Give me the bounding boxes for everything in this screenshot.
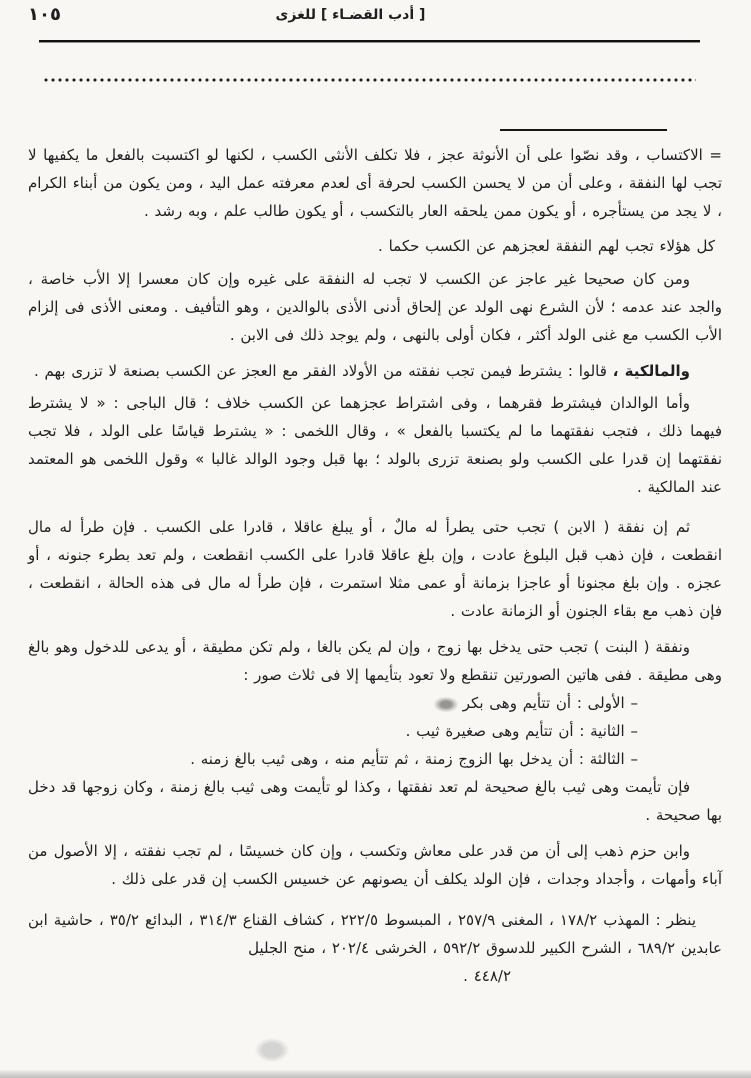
paragraph-malikiyya — [28, 357, 722, 385]
header-title: [ أدب القضـاء ] للغزى — [275, 7, 426, 23]
header-rule — [39, 40, 700, 43]
page-number: ١٠٥ — [28, 4, 61, 25]
list-item-first-case-text: – الأولى : أن تتأيم وهى بكر — [462, 694, 638, 712]
footnote-references: ينظر : المهذب ١٧٨/٢ ، المغنى ٢٥٧/٩ ، المبسوط ٢٢٢/٥ ، كشاف القناع ٣١٤/٣ ، البدائع ٣٥/٢ ، حاشية ابن عابدين ٦٨٩/٢ ، الشرح الكبير للدسوق ٥٩٢/٢ ، الخرشى ٢٠٢/٤ ، منح الجليل — [28, 911, 722, 957]
paragraph-malikiyya-rest: قالوا : يشترط فيمن تجب نفقته من الأولاد الفقر مع العجز عن الكسب بصنعة لا تزرى بهم . — [33, 362, 613, 380]
paragraph-widowed: فإن تأيمت وهى ثيب بالغ صحيحة لم تعد نفقتها ، وكذا لو تأيمت وهى ثيب بالغ زمنة ، وكان زوجها قد دخل بها صحيحة . — [28, 778, 722, 824]
list-item-first-case — [28, 689, 722, 717]
paper-smudge — [255, 1038, 289, 1062]
paragraph-daughter-maintenance: ونفقة ( البنت ) تجب حتى يدخل بها زوج ، وإن لم يكن بالغا ، ولم تكن مطيقة ، أو يدعى للدخول وهو بالغ وهى مطيقة . ففى هاتين الصورتين تنقطع ولا تعود بتأيمها إلا فى ثلاث صور : — [28, 638, 722, 684]
paragraph-healthy-person: ومن كان صحيحا غير عاجز عن الكسب لا تجب له النفقة على غيره وإن كان معسرا إلا الأب خاصة ، والجد عند عدمه ؛ لأن الشرع نهى الولد عن إلحاق أدنى الأذى بالوالدين ، وهو التأفيف . ومعنى الأذى فى إلزام الأب الكسب مع غنى الولد أكثر ، فكان أولى بالنهى ، ولم يوجد ذلك فى الابن . — [28, 270, 722, 344]
page-bottom-edge-shadow — [0, 1070, 751, 1078]
body-text-column — [28, 141, 722, 990]
paragraph-all-these: كل هؤلاء تجب لهم النفقة لعجزهم عن الكسب حكما . — [378, 237, 715, 255]
list-item-second-case: – الثانية : أن تتأيم وهى صغيرة ثيب . — [405, 722, 638, 740]
paragraph-footnote-continuation: = الاكتساب ، وقد نصّوا على أن الأنوثة عجز ، فلا تكلف الأنثى الكسب ، لكنها لو اكتسبت بالفعل ما يكفيها لا تجب لها النفقة ، وعلى أن من لا يحسن الكسب لحرفة أى لعدم معرفته عمل اليد ، ومن يكون من أبناء الكرام ، لا يجد من يستأجره ، أو يكون ممن يلحقه العار بالتكسب ، أو يكون طالب علم ، وبه رشد . — [28, 146, 722, 220]
footnote-continuation-rule — [500, 129, 667, 131]
paragraph-malikiyya-lead: والمالكية ، — [612, 362, 690, 380]
paragraph-ibn-hazm: وابن حزم ذهب إلى أن من قدر على معاش وتكسب ، وإن كان خسيسًا ، لم تجب نفقته ، إلا الأصول من آباء وأمهات ، وأجداد وجدات ، فإن الولد يكلف أن يصونهم عن خسيس الكسب إن قدر على ذلك . — [28, 842, 722, 888]
paragraph-parents: وأما الوالدان فيشترط فقرهما ، وفى اشتراط عجزهما عن الكسب خلاف ؛ قال الباجى : « لا يشترط فيهما ذلك ، فتجب نفقتهما ما لم يكتسبا بالفعل » ، وقال اللخمى : « يشترط قياسًا على الولد ، فلا تجب نفقتهما إن قدرا على الكسب ولو بصنعة تزرى بالولد ؛ بها قبل وجود الوالد غالبا » وقول اللخمى هو المعتمد عند المالكية . — [28, 394, 722, 496]
footnote-last-line: ٤٤٨/٢ . — [463, 967, 511, 985]
list-item-third-case: – الثالثة : أن يدخل بها الزوج زمنة ، ثم تتأيم منه ، وهى ثيب بالغ زمنه . — [190, 750, 638, 768]
dotted-separator — [44, 78, 696, 82]
ink-smudge — [434, 697, 458, 712]
paragraph-son-maintenance: ثم إن نفقة ( الابن ) تجب حتى يطرأ له مالٌ ، أو يبلغ عاقلا ، قادرا على الكسب . فإن طرأ له مال انقطعت ، فإن ذهب قبل البلوغ عادت ، وإن بلغ عاقلا قادرا على الكسب انقطعت ، ولم تعد بطرء جنونه ، أو عجزه . وإن بلغ مجنونا أو عاجزا بزمانة أو عمى مثلا استمرت ، فإن طرأ له مال فى هذه الحالة ، انقطعت ، فإن ذهب مع بقاء الجنون أو الزمانة عادت . — [28, 518, 722, 620]
